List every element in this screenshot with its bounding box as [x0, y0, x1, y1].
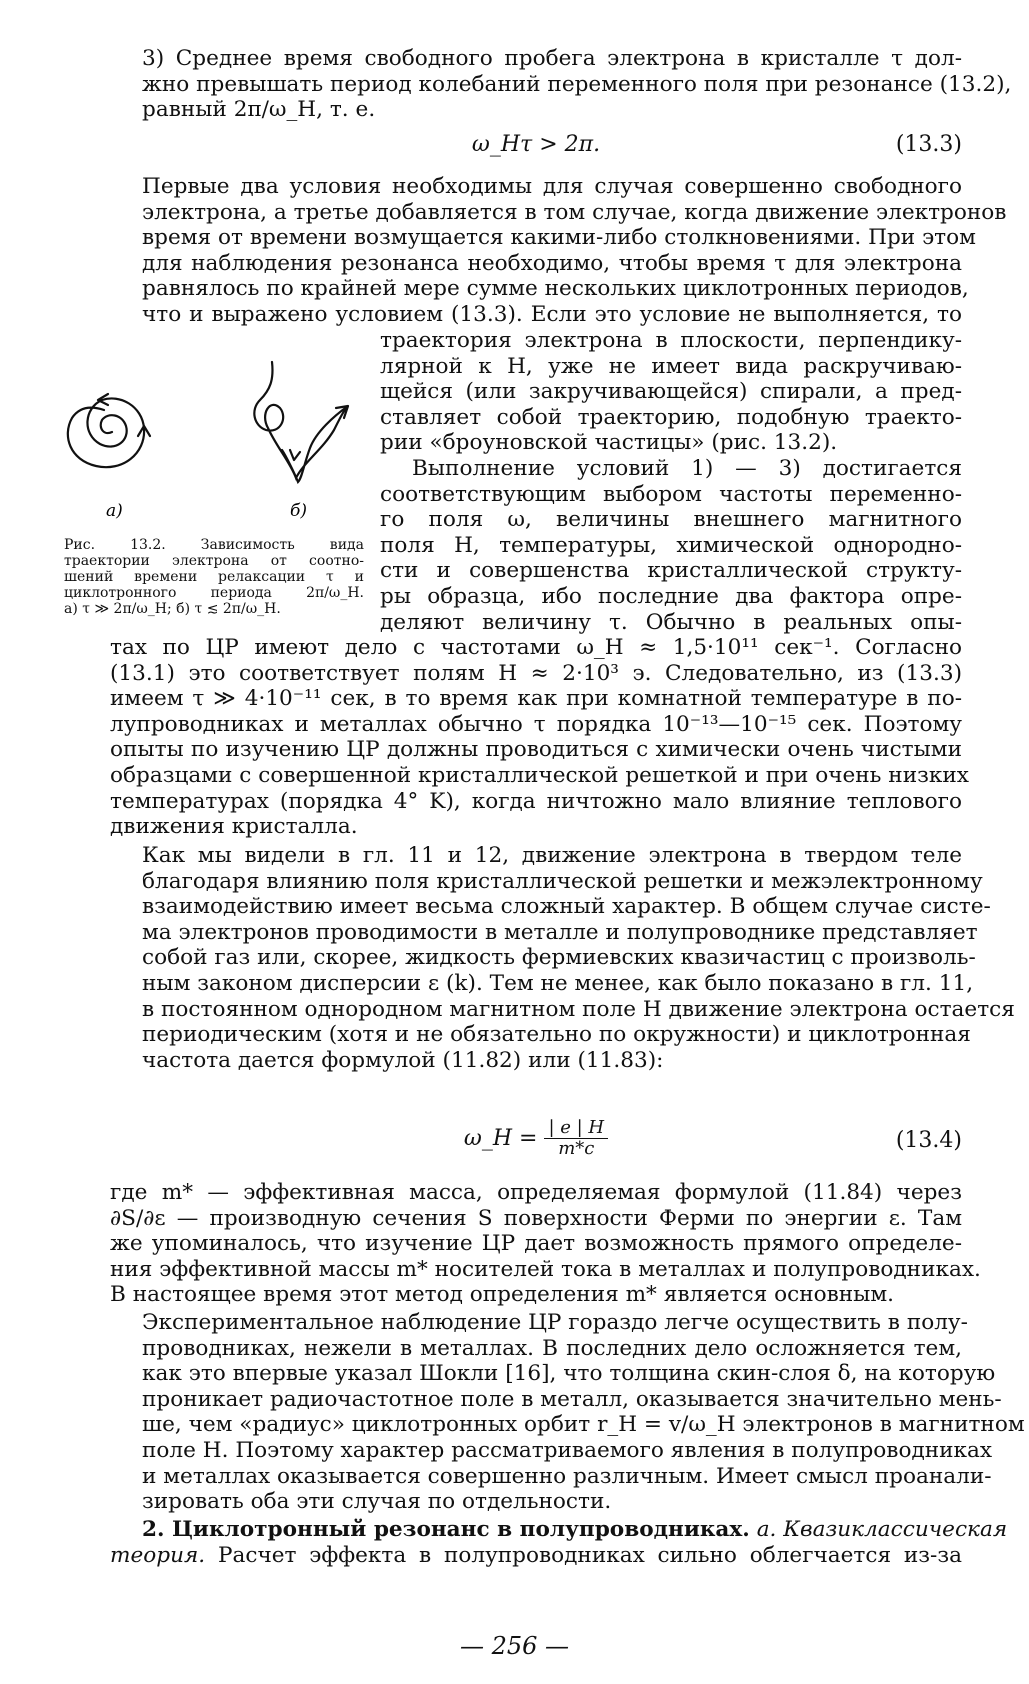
text-line: Экспериментальное наблюдение ЦР гораздо легче осуществить в полу- — [142, 1310, 968, 1335]
equation-formula: ω_Hτ > 2π. — [471, 132, 601, 157]
text-line: соответствующим выбором частоты переменно- — [380, 481, 962, 507]
text-line: равный 2π/ω_H, т. е. — [142, 97, 376, 123]
paragraph-condition-3 — [110, 46, 1012, 123]
text-line: тах по ЦР имеют дело с частотами ω_H ≈ 1,5·10¹¹ сек⁻¹. Согласно — [110, 635, 962, 660]
figure-13-2 — [64, 366, 360, 538]
brownian-arrow-lower — [290, 450, 300, 460]
text-line: где m* — эффективная масса, определяемая формулой (11.84) через — [110, 1180, 962, 1205]
brownian-trajectory — [254, 362, 348, 482]
text-line: лупроводниках и металлах обычно τ порядка 10⁻¹³—10⁻¹⁵ сек. Поэтому — [110, 711, 962, 737]
text-line: деляют величину τ. Обычно в реальных опы- — [380, 609, 962, 635]
equation-13-4 — [110, 1118, 962, 1168]
text-line: Выполнение условий 1) — 3) достигается — [412, 455, 962, 481]
text-line: траектория электрона в плоскости, перпендику- — [380, 328, 962, 353]
paragraph-observation — [110, 1310, 1025, 1515]
spiral-trajectory — [68, 398, 144, 467]
text-line: образцами с совершенной кристаллической решеткой и при очень низких — [110, 762, 969, 788]
text-line: и металлах оказывается совершенно различным. Имеет смысл проанали- — [142, 1463, 992, 1489]
trajectory-illustration — [64, 366, 360, 538]
paragraph-experiments — [110, 635, 969, 840]
subsection-title: а. Квазиклассическая — [756, 1517, 1008, 1542]
text-line: Первые два условия необходимы для случая совершенно свободного — [142, 174, 962, 199]
text-line: сти и совершенства кристаллической структу- — [380, 558, 962, 584]
caption-line: шений времени релаксации τ и — [64, 569, 364, 585]
text-line: лярной к H, уже не имеет вида раскручиваю- — [380, 353, 962, 379]
section-heading: 2. Циклотронный резонанс в полупроводниках. — [142, 1517, 750, 1542]
text-line: проникает радиочастотное поле в металл, оказывается значительно мень- — [142, 1386, 1002, 1412]
text-line: го поля ω, величины внешнего магнитного — [380, 507, 962, 533]
text-line: ше, чем «радиус» циклотронных орбит r_H = v/ω_H электронов в магнитном — [142, 1412, 1025, 1438]
paragraph-effective-mass — [110, 1180, 981, 1308]
text-line: поля H, температуры, химической однородно- — [380, 532, 962, 558]
equation-lhs: ω_H = — [463, 1126, 538, 1151]
text-line: опыты по изучению ЦР должны проводиться с химически очень чистыми — [110, 737, 962, 763]
equation-numerator: | e | H — [544, 1118, 608, 1139]
text-line: что и выражено условием (13.3). Если это условие не выполняется, то — [142, 301, 962, 327]
label-a: а) — [106, 501, 123, 521]
section-2-start — [110, 1517, 1008, 1568]
text-line: собой газ или, скорее, жидкость фермиевских квазичастиц с произволь- — [142, 945, 976, 971]
text-line: Как мы видели в гл. 11 и 12, движение электрона в твердом теле — [142, 843, 962, 868]
text-line: равнялось по крайней мере сумме нескольких циклотронных периодов, — [142, 276, 969, 302]
figure-caption — [64, 537, 364, 617]
equation-number: (13.3) — [895, 132, 962, 157]
text-line: благодаря влиянию поля кристаллической решетки и межэлектронному — [142, 868, 983, 894]
text-line: В настоящее время этот метод определения m* является основным. — [110, 1282, 895, 1308]
text-line: в постоянном однородном магнитном поле H движение электрона остается — [142, 996, 1015, 1022]
paragraph-electron-motion — [110, 843, 1015, 1073]
text-line: как это впервые указал Шокли [16], что толщина скин-слоя δ, на которую — [142, 1361, 996, 1387]
page-number: — 256 — — [459, 1632, 570, 1660]
caption-line: а) τ ≫ 2π/ω_H; б) τ ≲ 2π/ω_H. — [64, 601, 281, 617]
text-line: имеем τ ≫ 4·10⁻¹¹ сек, в то время как при комнатной температуре в по- — [110, 686, 962, 712]
equation-denominator: m*c — [558, 1138, 595, 1159]
text-line: зировать оба эти случая по отдельности. — [142, 1489, 612, 1515]
caption-line: Рис. 13.2. Зависимость вида — [64, 537, 364, 553]
text-line — [110, 1517, 1008, 1543]
caption-line: циклотронного периода 2π/ω_H. — [64, 585, 364, 601]
text-line: взаимодействию имеет весьма сложный характер. В общем случае систе- — [142, 894, 991, 920]
text-fragment: Расчет эффекта в полупроводниках сильно облегчается из-за — [217, 1542, 962, 1568]
text-line: периодическим (хотя и не обязательно по окружности) и циклотронная — [142, 1022, 971, 1048]
equation-number: (13.4) — [895, 1128, 962, 1153]
label-b: б) — [290, 501, 308, 521]
equation-13-3 — [110, 132, 962, 164]
text-line: ставляет собой траекторию, подобную траекто- — [380, 404, 962, 430]
text-line: же упоминалось, что изучение ЦР дает возможность прямого определе- — [110, 1231, 962, 1257]
text-line: ры образца, ибо последние два фактора опре- — [380, 583, 962, 609]
text-line: поле H. Поэтому характер рассматриваемого явления в полупроводниках — [142, 1437, 993, 1463]
text-line: ма электронов проводимости в металле и полупроводнике представляет — [142, 919, 978, 945]
caption-line: траектории электрона от соотно- — [64, 553, 364, 569]
text-line: движения кристалла. — [110, 814, 358, 840]
text-line: проводниках, нежели в металлах. В последних дело осложняется тем, — [142, 1335, 962, 1361]
text-line: частота дается формулой (11.82) или (11.83): — [142, 1047, 664, 1073]
text-line: 3) Среднее время свободного пробега электрона в кристалле τ дол- — [142, 46, 962, 71]
subsection-title-cont: теория. — [110, 1542, 206, 1568]
text-line: температурах (порядка 4° K), когда ничтожно мало влияние теплового — [110, 788, 962, 814]
text-line: ным законом дисперсии ε (k). Тем не менее, как было показано в гл. 11, — [142, 970, 974, 996]
text-line: (13.1) это соответствует полям H ≈ 2·10³ э. Следовательно, из (13.3) — [110, 660, 962, 686]
text-line: ∂S/∂ε — производную сечения S поверхности Ферми по энергии ε. Там — [110, 1205, 962, 1231]
text-line: жно превышать период колебаний переменного поля при резонансе (13.2), — [142, 71, 1012, 97]
text-line: электрона, а третье добавляется в том случае, когда движение электронов — [142, 199, 1007, 225]
text-line: рии «броуновской частицы» (рис. 13.2). — [380, 430, 838, 456]
text-line — [110, 1543, 962, 1569]
text-line: для наблюдения резонанса необходимо, чтобы время τ для электрона — [142, 250, 962, 276]
paragraph-conditions — [110, 174, 1007, 328]
text-line: ния эффективной массы m* носителей тока в металлах и полупроводниках. — [110, 1256, 981, 1282]
text-line: время от времени возмущается какими-либо столкновениями. При этом — [142, 225, 976, 251]
wrapped-text — [380, 328, 962, 635]
text-line: щейся (или закручивающейся) спирали, а пред- — [380, 379, 962, 405]
